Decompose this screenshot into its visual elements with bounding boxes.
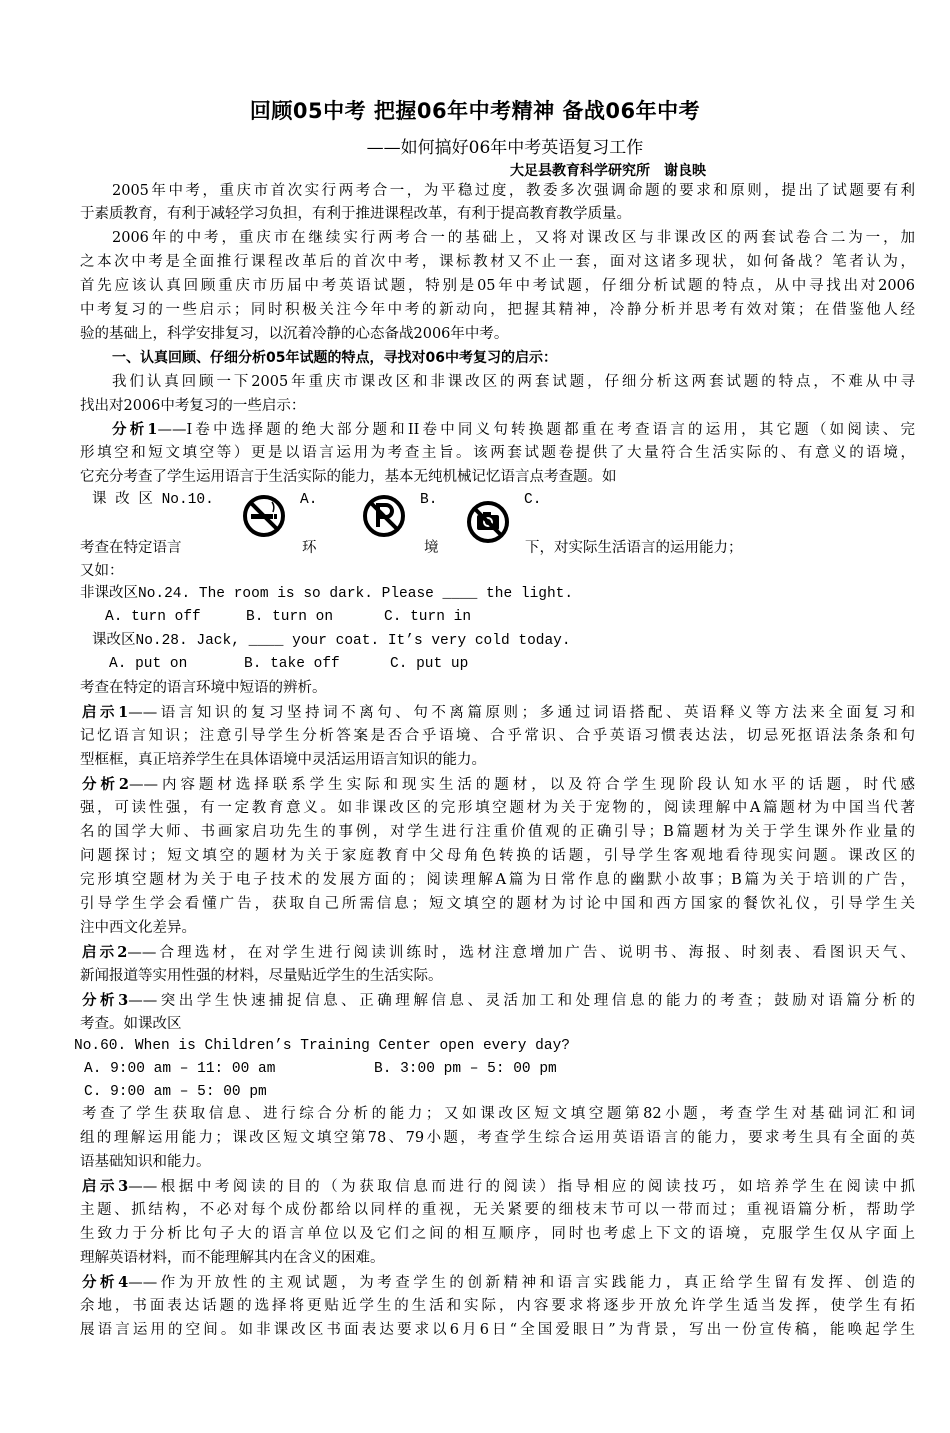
q10-note bbox=[80, 537, 182, 560]
option-c: C. bbox=[524, 492, 542, 508]
analysis-2-line bbox=[82, 773, 915, 797]
no-photography-sign-icon bbox=[466, 500, 510, 544]
paragraph-line: 它充分考查了学生运用语言于生活实际的能力，基本无纯机械记忆语言点考查题。如 bbox=[80, 469, 617, 485]
analysis-text: ——突出学生快速捕捉信息、正确理解信息、灵活加工和处理信息的能力的考查；鼓励对语篇分析的 bbox=[128, 993, 916, 1009]
no-smoking-sign-icon bbox=[242, 494, 286, 538]
option-c: C. 9:00 am – 5: 00 pm bbox=[84, 1084, 267, 1100]
inspiration-text: ——语言知识的复习坚持词不离句、句不离篇原则；多通过词语搭配、英语释义等方法来全面复习和 bbox=[128, 705, 916, 721]
inspiration-3-line bbox=[82, 1175, 915, 1199]
option-b: B. take off bbox=[244, 656, 340, 672]
option-c: C. put up bbox=[390, 656, 469, 672]
paragraph-line: 首先应该认真回顾重庆市历届中考英语试题，特别是05年中考试题，仔细分析试题的特点，从中寻找出对2006 bbox=[80, 278, 915, 294]
inspiration-label: 启示2 bbox=[82, 944, 128, 961]
paragraph-line: 又如： bbox=[80, 563, 124, 579]
paragraph-line: 我们认真回顾一下2005年重庆市课改区和非课改区的两套试题，仔细分析这两套试题的特点，不难从中寻 bbox=[112, 374, 915, 390]
option-c: C. turn in bbox=[384, 609, 472, 625]
paragraph-line: 语基础知识和能力。 bbox=[80, 1154, 211, 1170]
paragraph-line: 理解英语材料，而不能理解其内在含义的困难。 bbox=[80, 1250, 385, 1266]
no-parking-sign-icon bbox=[362, 494, 406, 538]
inspiration-text: ——根据中考阅读的目的（为获取信息而进行的阅读）指导相应的阅读技巧，如培养学生在阅读中抓 bbox=[128, 1179, 916, 1195]
analysis-4-line bbox=[82, 1271, 915, 1295]
analysis-label: 分析2 bbox=[82, 776, 130, 793]
paragraph-line: 组的理解运用能力；课改区短文填空第78、79小题，考查学生综合运用英语语言的能力，要求考生具有全面的英 bbox=[80, 1130, 915, 1146]
inspiration-text: ——合理选材，在对学生进行阅读训练时，选材注意增加广告、说明书、海报、时刻表、看图识天气、 bbox=[127, 945, 915, 961]
paragraph-line: 型框框，真正培养学生在具体语境中灵活运用语言知识的能力。 bbox=[80, 752, 486, 768]
analysis-label: 分析4 bbox=[82, 1274, 129, 1291]
paragraph-line: 引导学生学会看懂广告，获取自己所需信息；短文填空的题材为讨论中国和西方国家的餐饮礼仪，引导学生关 bbox=[80, 896, 915, 912]
option-b: B. bbox=[420, 492, 438, 508]
analysis-1-line bbox=[112, 418, 915, 442]
paragraph-line: 形填空和短文填空等）更是以语言运用为考查主旨。该两套试题卷提供了大量符合生活实际的、有意义的语境， bbox=[80, 445, 915, 461]
analysis-text: ——I卷中选择题的绝大部分题和II卷中同义句转换题都重在考查语言的运用，其它题（如阅读、完 bbox=[157, 422, 915, 438]
author-line: 大足县教育科学研究所 谢良映 bbox=[510, 163, 706, 179]
option-a: A. turn off bbox=[105, 609, 201, 625]
paragraph-line: 于素质教育，有利于减轻学习负担，有利于推进课程改革，有利于提高教育教学质量。 bbox=[80, 206, 631, 222]
inspiration-label: 启示1 bbox=[82, 704, 129, 721]
paragraph-line: 名的国学大师、书画家启功先生的事例，对学生进行注重价值观的正确引导；B篇题材为关于学生课外作业量的 bbox=[80, 824, 915, 840]
option-a: A. bbox=[300, 492, 318, 508]
paragraph-line: 注中西文化差异。 bbox=[80, 920, 196, 936]
paragraph-line: 之本次中考是全面推行课程改革后的首次中考，课标教材又不止一套，面对这诸多现状，如何备战？笔者认为， bbox=[80, 254, 915, 270]
option-a: A. put on bbox=[109, 656, 188, 672]
analysis-text: ——内容题材选择联系学生实际和现实生活的题材，以及符合学生现阶段认知水平的话题，时代感 bbox=[129, 777, 915, 793]
note-text: 考查在特定语言 bbox=[80, 540, 182, 556]
question-60: No.60. When is Children’s Training Center open every day? bbox=[74, 1038, 570, 1054]
paragraph-line: 问题探讨；短文填空的题材为关于家庭教育中父母角色转换的话题，引导学生客观地看待现实问题。课改区的 bbox=[80, 848, 915, 864]
note-word: 环 bbox=[302, 540, 317, 556]
question-10-label: 课 改 区 No.10. bbox=[92, 492, 214, 508]
note-text: 下，对实际生活语言的运用能力； bbox=[525, 540, 743, 556]
paragraph-line: 验的基础上，科学安排复习，以沉着冷静的心态备战2006年中考。 bbox=[80, 326, 509, 342]
section-heading: 一、认真回顾、仔细分析05年试题的特点，寻找对06中考复习的启示： bbox=[112, 350, 557, 366]
paragraph-line: 2006年的中考，重庆市在继续实行两考合一的基础上，又将对课改区与非课改区的两套试卷合二为一，加 bbox=[112, 230, 915, 246]
inspiration-2-line bbox=[82, 941, 915, 965]
paragraph-line: 2005年中考，重庆市首次实行两考合一，为平稳过度，教委多次强调命题的要求和原则，提出了试题要有利 bbox=[112, 183, 915, 199]
option-b: B. turn on bbox=[246, 609, 334, 625]
inspiration-1-line bbox=[82, 701, 915, 725]
note-word: 境 bbox=[424, 540, 439, 556]
inspiration-label: 启示3 bbox=[82, 1178, 129, 1195]
paragraph-line: 生致力于分析比句子大的语言单位以及它们之间的相互顺序，同时也考虑上下文的语境，克服学生仅从字面上 bbox=[80, 1226, 915, 1242]
paragraph-line: 考查在特定的语言环境中短语的辨析。 bbox=[80, 680, 327, 696]
option-a: A. 9:00 am – 11: 00 am bbox=[84, 1061, 276, 1077]
paragraph-line: 主题、抓结构，不必对每个成份都给以同样的重视，无关紧要的细枝末节可以一带而过；重视语篇分析，帮助学 bbox=[80, 1202, 915, 1218]
analysis-text: ——作为开放性的主观试题，为考查学生的创新精神和语言实践能力，真正给学生留有发挥、创造的 bbox=[128, 1275, 916, 1291]
paragraph-line: 考查了学生获取信息、进行综合分析的能力；又如课改区短文填空题第82小题，考查学生对基础词汇和词 bbox=[82, 1106, 915, 1122]
paragraph-line: 找出对2006中考复习的一些启示： bbox=[80, 398, 306, 414]
paragraph-line: 新闻报道等实用性强的材料，尽量贴近学生的生活实际。 bbox=[80, 968, 443, 984]
option-b: B. 3:00 pm – 5: 00 pm bbox=[374, 1061, 557, 1077]
paragraph-line: 完形填空题材为关于电子技术的发展方面的；阅读理解A篇为日常作息的幽默小故事；B篇为关于培训的广告， bbox=[80, 872, 915, 888]
analysis-label: 分析1 bbox=[112, 421, 158, 438]
paragraph-line: 中考复习的一些启示；同时积极关注今年中考的新动向，把握其精神，冷静分析并思考有效对策；在借鉴他人经 bbox=[80, 302, 915, 318]
paragraph-line: 记忆语言知识；注意引导学生分析答案是否合乎语境、合乎常识、合乎英语习惯表达法，切忌死抠语法条条和句 bbox=[80, 728, 915, 744]
paragraph-line: 考查。如课改区 bbox=[80, 1016, 182, 1032]
question-28: 课改区No.28. Jack, ____ your coat. It’s very cold today. bbox=[92, 633, 571, 649]
paragraph-line: 展语言运用的空间。如非课改区书面表达要求以6月6日“全国爱眼日”为背景，写出一份宣传稿，能唤起学生 bbox=[80, 1322, 915, 1338]
document-title: 回顾05中考 把握06年中考精神 备战06年中考 bbox=[249, 99, 701, 123]
analysis-label: 分析3 bbox=[82, 992, 129, 1009]
document-subtitle: ——如何搞好06年中考英语复习工作 bbox=[366, 138, 644, 158]
paragraph-line: 余地，书面表达话题的选择将更贴近学生的生活和实际，内容要求将逐步开放允许学生适当发挥，使学生有拓 bbox=[80, 1298, 915, 1314]
analysis-3-line bbox=[82, 989, 915, 1013]
paragraph-line: 强，可读性强，有一定教育意义。如非课改区的完形填空题材为关于宠物的，阅读理解中A篇题材为中国当代著 bbox=[80, 800, 915, 816]
question-24: 非课改区No.24. The room is so dark. Please ____ the light. bbox=[80, 586, 574, 602]
